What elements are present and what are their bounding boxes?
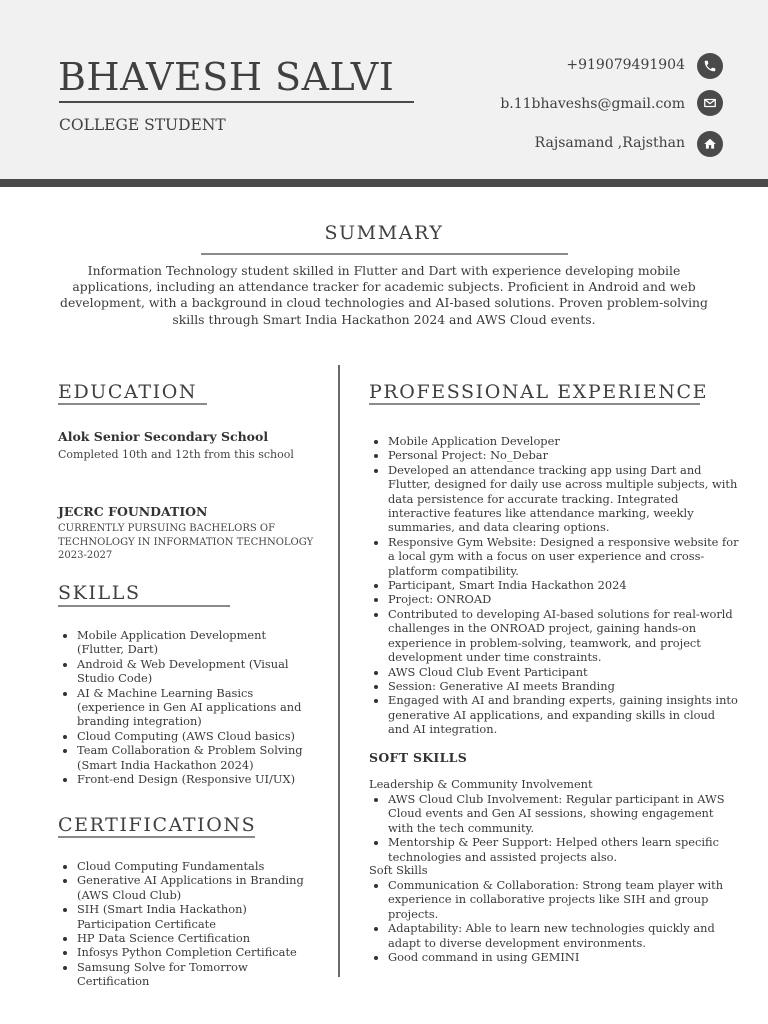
list-item: Developed an attendance tracking app using Dart and Flutter, designed for daily use across multiple subjects, with data persistence for accurate tracking. Integrated interactive features like attendance marking, weekly summaries, and data clearing options. [369,463,739,535]
list-item: Good command in using GEMINI [369,950,739,964]
experience-rule [369,403,700,405]
summary-rule [201,253,568,255]
list-item: Infosys Python Completion Certificate [58,945,308,959]
list-item: AI & Machine Learning Basics (experience in Gen AI applications and branding integration) [58,686,308,729]
candidate-role: COLLEGE STUDENT [59,116,226,134]
list-item: Android & Web Development (Visual Studio Code) [58,657,308,686]
phone-icon [697,53,723,79]
experience-heading: PROFESSIONAL EXPERIENCE [369,381,709,403]
skills-rule [58,605,230,607]
summary-heading: SUMMARY [324,222,444,244]
education-detail-2: CURRENTLY PURSUING BACHELORS OF TECHNOLOGY IN INFORMATION TECHNOLOGY [58,523,314,548]
list-item: Session: Generative AI meets Branding [369,679,739,693]
soft-skills-group-label-1: Leadership & Community Involvement [369,777,593,791]
list-item: Cloud Computing Fundamentals [58,859,308,873]
list-item: Generative AI Applications in Branding (AWS Cloud Club) [58,873,308,902]
list-item: Participant, Smart India Hackathon 2024 [369,578,739,592]
education-years-2: 2023-2027 [58,550,113,561]
education-rule [58,403,207,405]
list-item: AWS Cloud Club Involvement: Regular participant in AWS Cloud events and Gen AI sessions, showing engagement with the tech community. [369,792,739,835]
list-item: Communication & Collaboration: Strong team player with experience in collaborative projects like SIH and group projects. [369,878,739,921]
certifications-heading: CERTIFICATIONS [58,814,257,836]
list-item: Samsung Solve for Tomorrow Certification [58,960,308,989]
contact-location: Rajsamand ,Rajsthan [534,135,685,151]
summary-text: Information Technology student skilled in Flutter and Dart with experience developing mobile applications, including an attendance tracker for academic subjects. Proficient in Android and web development, with a background in cloud technologies and AI-based solutions. Proven problem-solving skills through Smart India Hackathon 2024 and AWS Cloud events. [60,263,708,327]
list-item: HP Data Science Certification [58,931,308,945]
list-item: Front-end Design (Responsive UI/UX) [58,772,308,786]
list-item: Engaged with AI and branding experts, gaining insights into generative AI applications, and expanding skills in cloud and AI integration. [369,693,739,736]
soft-skills-list-1 [369,792,739,864]
experience-list [369,434,739,737]
list-item: SIH (Smart India Hackathon) Participation Certificate [58,902,308,931]
header-divider-bar [0,179,768,187]
education-school-2: JECRC FOUNDATION [58,504,208,519]
list-item: Adaptability: Able to learn new technologies quickly and adapt to diverse development environments. [369,921,739,950]
column-divider [338,365,340,977]
skills-list [58,628,308,786]
skills-heading: SKILLS [58,582,141,604]
list-item: AWS Cloud Club Event Participant [369,665,739,679]
certifications-list [58,859,308,989]
education-detail-1: Completed 10th and 12th from this school [58,448,294,461]
soft-skills-heading: SOFT SKILLS [369,750,468,765]
list-item: Team Collaboration & Problem Solving (Smart India Hackathon 2024) [58,743,308,772]
soft-skills-list-2 [369,878,739,964]
list-item: Contributed to developing AI-based solutions for real-world challenges in the ONROAD project, gaining hands-on experience in problem-solving, teamwork, and project development under time constraints. [369,607,739,665]
mail-icon [697,90,723,116]
education-school-1: Alok Senior Secondary School [58,429,269,444]
name-underline [59,101,414,103]
list-item: Cloud Computing (AWS Cloud basics) [58,729,308,743]
home-icon [697,131,723,157]
education-heading: EDUCATION [58,381,198,403]
soft-skills-group-label-2: Soft Skills [369,863,428,877]
list-item: Project: ONROAD [369,592,739,606]
list-item: Mobile Application Developer [369,434,739,448]
contact-email[interactable]: b.11bhaveshs@gmail.com [500,96,685,112]
contact-phone[interactable]: +919079491904 [566,57,685,73]
list-item: Mobile Application Development (Flutter, Dart) [58,628,308,657]
candidate-name: BHAVESH SALVI [58,55,395,99]
certifications-rule [58,836,255,838]
list-item: Responsive Gym Website: Designed a responsive website for a local gym with a focus on user experience and cross-platform compatibility. [369,535,739,578]
list-item: Mentorship & Peer Support: Helped others learn specific technologies and assisted projects also. [369,835,739,864]
list-item: Personal Project: No_Debar [369,448,739,462]
